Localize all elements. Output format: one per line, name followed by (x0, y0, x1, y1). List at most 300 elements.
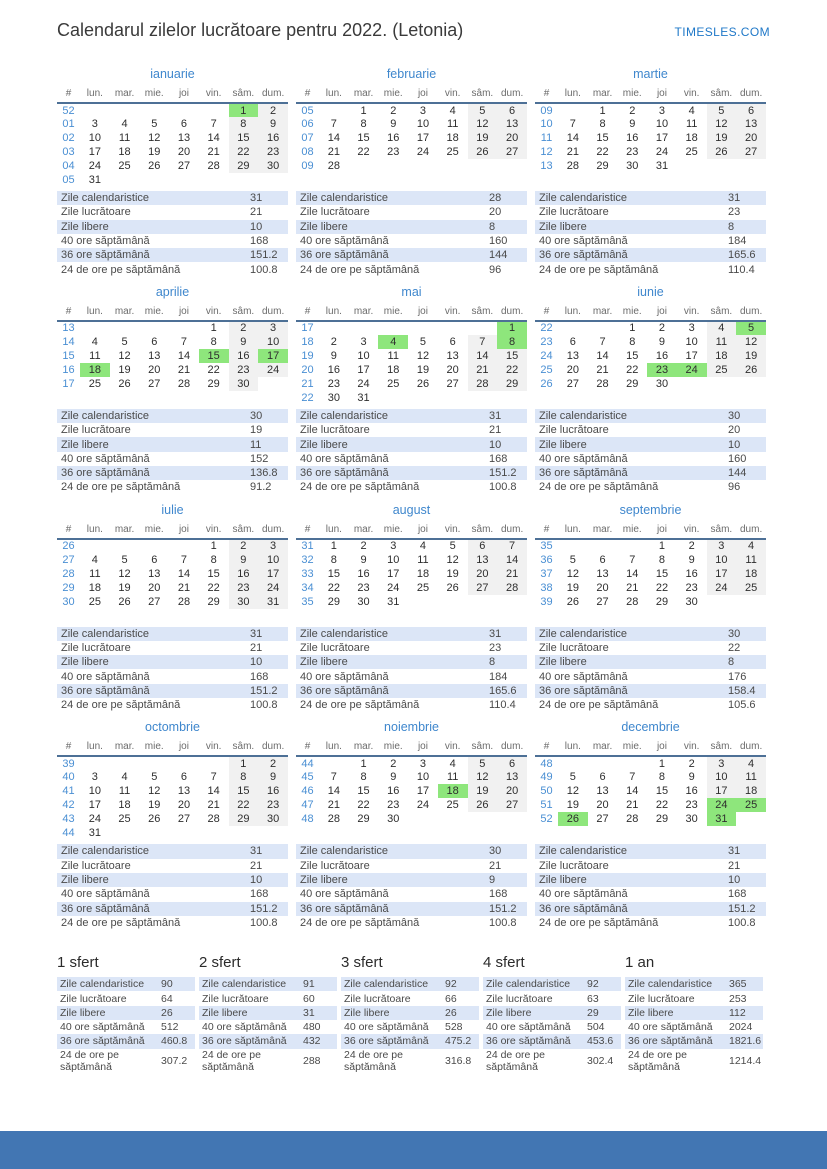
calendar-day: 3 (258, 539, 288, 553)
week-number: 37 (540, 567, 553, 580)
stat-value: 10 (728, 438, 741, 451)
stat-label: 24 de ore pe săptămână (300, 263, 420, 276)
calendar-day: 29 (207, 377, 220, 390)
calendar-day (497, 812, 527, 826)
week-col-header: # (296, 87, 319, 103)
calendar-day: 11 (446, 118, 459, 130)
summary-1-an (625, 954, 763, 1072)
month-stats (296, 409, 527, 495)
calendar-header-row (57, 740, 288, 756)
calendar-day: 10 (655, 118, 669, 130)
calendar-day: 4 (419, 540, 427, 553)
stat-label: 24 de ore pe săptămână (300, 916, 420, 929)
week-number: 43 (62, 813, 75, 826)
calendar-day: 8 (629, 335, 636, 348)
day-header: joi (408, 523, 438, 539)
stat-label: 24 de ore pe săptămână (539, 699, 659, 712)
stat-label: 36 ore săptămână (61, 249, 150, 262)
day-header: joi (408, 305, 438, 321)
calendar-day: 3 (91, 771, 98, 784)
summary-stat-row (625, 1034, 763, 1048)
day-header: dum. (258, 305, 288, 321)
stat-row (296, 859, 527, 873)
week-row (535, 595, 766, 609)
stat-value: 100.8 (250, 263, 278, 276)
calendar-day (169, 173, 199, 187)
calendar-day: 30 (685, 595, 698, 608)
stat-label: 40 ore săptămână (60, 1021, 145, 1034)
month-stats (535, 409, 766, 495)
stat-row (535, 480, 766, 494)
week-row (296, 784, 527, 798)
week-number: 20 (301, 363, 314, 376)
week-row (296, 812, 527, 826)
calendar-day: 31 (88, 174, 101, 186)
calendar-day (169, 103, 199, 117)
calendar-day: 30 (327, 391, 340, 404)
calendar-day: 23 (626, 146, 639, 158)
calendar-day: 14 (596, 349, 609, 362)
stat-value: 168 (250, 235, 269, 248)
stat-label: 24 de ore pe săptămână (539, 481, 659, 494)
week-number: 16 (62, 363, 75, 376)
calendar-day (438, 391, 468, 405)
day-header: mar. (349, 305, 379, 321)
calendar-day: 29 (655, 813, 669, 826)
week-row (57, 103, 288, 117)
stat-label: 24 de ore pe săptămână (539, 916, 659, 929)
calendar-day: 27 (468, 581, 498, 595)
week-row (535, 131, 766, 145)
calendar-day: 24 (88, 813, 101, 826)
week-number: 12 (540, 146, 553, 158)
calendar-day: 15 (357, 132, 370, 144)
calendar-day: 27 (736, 145, 766, 159)
stat-value: 8 (489, 656, 496, 669)
calendar-day: 21 (497, 567, 527, 581)
calendar-day: 10 (357, 349, 370, 362)
week-number: 02 (62, 132, 75, 144)
day-header: dum. (497, 523, 527, 539)
week-number: 33 (301, 567, 314, 580)
calendar-header-row (57, 523, 288, 539)
calendar-day (558, 321, 588, 335)
week-row (57, 173, 288, 187)
calendar-day: 27 (596, 813, 609, 826)
stat-label: 40 ore săptămână (61, 235, 150, 248)
calendar-day: 5 (569, 771, 576, 784)
stat-label: 40 ore săptămână (202, 1021, 287, 1034)
week-row (57, 349, 288, 363)
calendar-day: 17 (655, 132, 669, 144)
stat-row (57, 452, 288, 466)
calendar-day: 7 (629, 771, 636, 784)
week-row (535, 321, 766, 335)
week-number: 40 (62, 771, 75, 784)
brand-link[interactable]: TIMESLES.COM (674, 25, 770, 39)
week-number: 39 (62, 757, 75, 770)
calendar-day: 14 (566, 132, 579, 144)
stat-label: Zile libere (344, 1006, 390, 1019)
week-number: 52 (540, 813, 553, 826)
calendar-day: 29 (207, 595, 220, 608)
calendar-day: 13 (177, 132, 191, 144)
stat-label: Zile lucrătoare (539, 424, 609, 437)
week-number: 29 (62, 581, 75, 594)
stat-row (57, 669, 288, 683)
stat-row (57, 859, 288, 873)
stat-value: 30 (728, 627, 741, 640)
month-iulie (57, 503, 288, 713)
week-col-header: # (535, 305, 558, 321)
week-row (535, 756, 766, 770)
stat-value: 100.8 (489, 481, 517, 494)
stat-label: Zile calendaristice (300, 409, 389, 422)
day-header: lun. (80, 87, 110, 103)
stat-value: 30 (250, 409, 263, 422)
stat-row (535, 220, 766, 234)
stat-value: 316.8 (445, 1054, 472, 1067)
calendar-day: 17 (685, 349, 698, 362)
calendar-day (349, 321, 379, 335)
stat-label: Zile calendaristice (61, 845, 150, 858)
summary-stat-row (57, 977, 195, 991)
month-calendar (296, 503, 527, 625)
day-header: vin. (438, 740, 468, 756)
calendar-day: 14 (207, 785, 220, 798)
calendar-table (296, 740, 527, 826)
calendar-day: 29 (626, 377, 639, 390)
calendar-day: 5 (736, 321, 766, 335)
calendar-day: 25 (736, 581, 766, 595)
stat-label: 40 ore săptămână (344, 1021, 429, 1034)
week-number: 05 (62, 174, 75, 186)
day-header: sâm. (229, 305, 259, 321)
stat-label: 36 ore săptămână (539, 249, 628, 262)
calendar-header-row (535, 523, 766, 539)
summary-stat-row (57, 1020, 195, 1034)
calendar-day (110, 539, 140, 553)
calendar-day (408, 812, 438, 826)
week-number: 03 (62, 146, 75, 158)
calendar-day: 15 (229, 784, 259, 798)
day-header: vin. (438, 523, 468, 539)
month-iunie (535, 285, 766, 495)
day-header: lun. (80, 523, 110, 539)
day-header: sâm. (229, 523, 259, 539)
calendar-day: 13 (736, 117, 766, 131)
calendar-day: 2 (390, 104, 397, 117)
summary-stat-row (341, 1020, 479, 1034)
summary-grid (57, 954, 770, 1072)
stat-value: 23 (489, 642, 502, 654)
calendar-day: 7 (210, 771, 217, 784)
stat-value: 151.2 (250, 902, 278, 915)
week-col-header: # (535, 87, 558, 103)
stat-value: 91.2 (250, 481, 272, 494)
calendar-day: 22 (357, 799, 370, 812)
calendar-day: 16 (258, 784, 288, 798)
calendar-day: 10 (258, 553, 288, 567)
stat-value: 475.2 (445, 1035, 472, 1048)
calendar-day: 24 (416, 146, 430, 158)
calendar-body (535, 756, 766, 826)
calendar-day (349, 159, 379, 173)
calendar-day: 21 (327, 146, 340, 158)
calendar-day: 7 (330, 118, 337, 130)
calendar-day: 28 (177, 595, 191, 608)
stat-label: Zile calendaristice (539, 627, 628, 640)
stat-label: Zile libere (486, 1006, 532, 1019)
week-number: 26 (62, 540, 75, 553)
day-header: joi (169, 523, 199, 539)
stat-row (57, 641, 288, 655)
stat-row (535, 887, 766, 901)
calendar-day: 26 (736, 363, 766, 377)
summary-stat-row (57, 1006, 195, 1020)
stat-label: 40 ore săptămână (61, 888, 150, 901)
summary-stat-row (57, 1034, 195, 1048)
stat-label: 36 ore săptămână (61, 684, 150, 697)
calendar-day: 9 (688, 553, 695, 566)
stat-value: 453.6 (587, 1035, 614, 1048)
calendar-day: 27 (497, 798, 527, 812)
month-stats (57, 191, 288, 277)
calendar-day (408, 391, 438, 405)
stat-value: 302.4 (587, 1054, 614, 1067)
stat-label: Zile libere (300, 220, 348, 233)
stat-label: 24 de ore pe săptămână (60, 1048, 119, 1073)
calendar-day: 9 (658, 335, 666, 348)
month-stats (296, 844, 527, 930)
calendar-day (736, 812, 766, 826)
calendar-day: 16 (685, 785, 698, 798)
stat-label: Zile calendaristice (60, 978, 145, 991)
summary-2-sfert (199, 954, 337, 1072)
stat-value: 151.2 (489, 902, 517, 915)
calendar-day (80, 103, 110, 117)
stat-label: Zile libere (539, 438, 587, 451)
calendar-day (617, 539, 647, 553)
week-row (535, 539, 766, 553)
stat-value: 10 (250, 220, 263, 233)
stat-value: 2024 (729, 1021, 753, 1034)
calendar-day: 3 (91, 118, 98, 130)
calendar-day: 19 (468, 784, 498, 798)
calendar-day: 4 (707, 321, 737, 335)
calendar-day: 2 (688, 757, 695, 770)
calendar-day: 20 (468, 567, 498, 581)
stat-label: Zile lucrătoare (61, 642, 131, 654)
calendar-day: 17 (88, 799, 101, 812)
day-header: mie. (617, 740, 647, 756)
stat-value: 9 (489, 874, 496, 887)
stat-label: 24 de ore pe săptămână (61, 699, 181, 712)
calendar-head (57, 305, 288, 321)
calendar-day: 5 (707, 103, 737, 117)
week-row (296, 553, 527, 567)
calendar-day (378, 159, 408, 173)
summary-stat-row (483, 1049, 621, 1073)
calendar-day: 11 (387, 349, 399, 362)
calendar-day (438, 812, 468, 826)
stat-row (535, 844, 766, 858)
stat-value: 21 (728, 859, 741, 872)
calendar-day: 6 (468, 539, 498, 553)
calendar-day: 2 (258, 103, 288, 117)
stat-label: Zile calendaristice (628, 978, 713, 991)
stat-label: 36 ore săptămână (539, 684, 628, 697)
calendar-table (535, 305, 766, 391)
calendar-day: 6 (180, 118, 188, 130)
calendar-day: 12 (736, 335, 766, 349)
week-row (535, 377, 766, 391)
stat-row (296, 627, 527, 641)
stat-label: Zile calendaristice (61, 409, 150, 422)
calendar-day: 26 (416, 377, 430, 390)
calendar-day (736, 159, 766, 173)
calendar-day: 28 (207, 813, 220, 826)
day-header: dum. (736, 305, 766, 321)
calendar-day: 15 (497, 349, 527, 363)
week-row (57, 784, 288, 798)
calendar-day: 16 (387, 785, 400, 798)
stat-value: 20 (489, 206, 502, 219)
calendar-day: 23 (327, 377, 340, 390)
stat-row (296, 655, 527, 669)
week-number: 24 (540, 349, 553, 362)
calendar-head (535, 305, 766, 321)
stat-row (296, 234, 527, 248)
calendar-table (535, 87, 766, 173)
month-calendar (57, 285, 288, 407)
calendar-day: 13 (446, 349, 459, 362)
week-number: 17 (62, 377, 75, 390)
calendar-day: 1 (629, 322, 636, 335)
calendar-day: 26 (558, 812, 588, 826)
stat-value: 10 (728, 874, 741, 887)
calendar-day: 31 (655, 160, 669, 172)
stat-value: 100.8 (489, 916, 517, 929)
week-row (296, 567, 527, 581)
calendar-day: 29 (497, 377, 527, 391)
stat-label: 40 ore săptămână (300, 235, 389, 248)
calendar-day: 25 (446, 799, 459, 812)
calendar-day: 14 (327, 132, 340, 144)
week-row (57, 159, 288, 173)
week-number: 44 (62, 827, 75, 840)
week-row (535, 784, 766, 798)
summary-1-sfert (57, 954, 195, 1072)
stat-label: Zile libere (300, 438, 348, 451)
stat-value: 19 (250, 424, 263, 437)
stat-label: Zile lucrătoare (300, 424, 370, 437)
calendar-day: 4 (449, 757, 456, 770)
calendar-day: 9 (629, 118, 636, 130)
calendar-day: 20 (177, 799, 191, 812)
summary-stat-row (625, 977, 763, 991)
calendar-day: 6 (599, 771, 606, 784)
calendar-day: 5 (569, 553, 576, 566)
day-header: dum. (497, 305, 527, 321)
stat-label: 36 ore săptămână (300, 249, 389, 262)
calendar-day (707, 159, 737, 173)
stat-row (57, 220, 288, 234)
week-number: 52 (62, 104, 75, 117)
week-row (535, 145, 766, 159)
stat-value: 96 (728, 481, 741, 494)
stat-value: 144 (728, 467, 747, 480)
calendar-day (199, 756, 229, 770)
calendar-day: 9 (330, 349, 337, 362)
week-row (535, 581, 766, 595)
week-number: 15 (62, 349, 75, 362)
week-number: 14 (62, 335, 75, 348)
calendar-day: 19 (468, 131, 498, 145)
calendar-day (110, 756, 140, 770)
calendar-day: 26 (148, 160, 161, 172)
calendar-day: 10 (88, 785, 101, 798)
calendar-head (57, 523, 288, 539)
stat-label: Zile calendaristice (61, 192, 150, 205)
week-row (57, 812, 288, 826)
month-stats (535, 844, 766, 930)
month-calendar (535, 720, 766, 842)
calendar-day (617, 756, 647, 770)
week-row (296, 770, 527, 784)
day-header: sâm. (468, 305, 498, 321)
calendar-day: 7 (497, 539, 527, 553)
week-col-header: # (296, 523, 319, 539)
calendar-day: 10 (258, 335, 288, 349)
calendar-day: 16 (655, 349, 669, 362)
stat-value: 63 (587, 992, 599, 1005)
stat-label: 36 ore săptămână (539, 902, 628, 915)
calendar-day: 21 (327, 799, 340, 812)
calendar-day (319, 756, 349, 770)
day-header: mie. (378, 305, 408, 321)
month-calendar (535, 503, 766, 625)
calendar-day: 29 (596, 160, 609, 172)
day-header: mie. (378, 740, 408, 756)
calendar-header-row (296, 87, 527, 103)
calendar-day: 18 (736, 784, 766, 798)
calendar-day: 18 (707, 349, 737, 363)
calendar-day: 27 (177, 160, 191, 172)
calendar-day: 20 (148, 363, 161, 376)
week-number: 32 (301, 553, 314, 566)
calendar-day: 22 (655, 799, 669, 812)
week-row (57, 335, 288, 349)
calendar-day: 22 (229, 145, 259, 159)
day-header: sâm. (707, 305, 737, 321)
calendar-day: 8 (229, 117, 259, 131)
stat-label: Zile calendaristice (300, 845, 389, 858)
calendar-day: 15 (327, 567, 340, 580)
stat-label: Zile lucrătoare (539, 206, 609, 219)
summary-stat-row (199, 977, 337, 991)
calendar-day: 2 (390, 757, 397, 770)
month-ianuarie (57, 67, 288, 277)
calendar-day: 4 (378, 335, 408, 349)
stat-label: Zile libere (539, 220, 587, 233)
day-header: lun. (319, 305, 349, 321)
calendar-day: 25 (707, 363, 737, 377)
calendar-day: 2 (688, 540, 695, 553)
calendar-day (110, 826, 140, 840)
day-header: sâm. (707, 740, 737, 756)
calendar-day: 1 (360, 104, 367, 117)
